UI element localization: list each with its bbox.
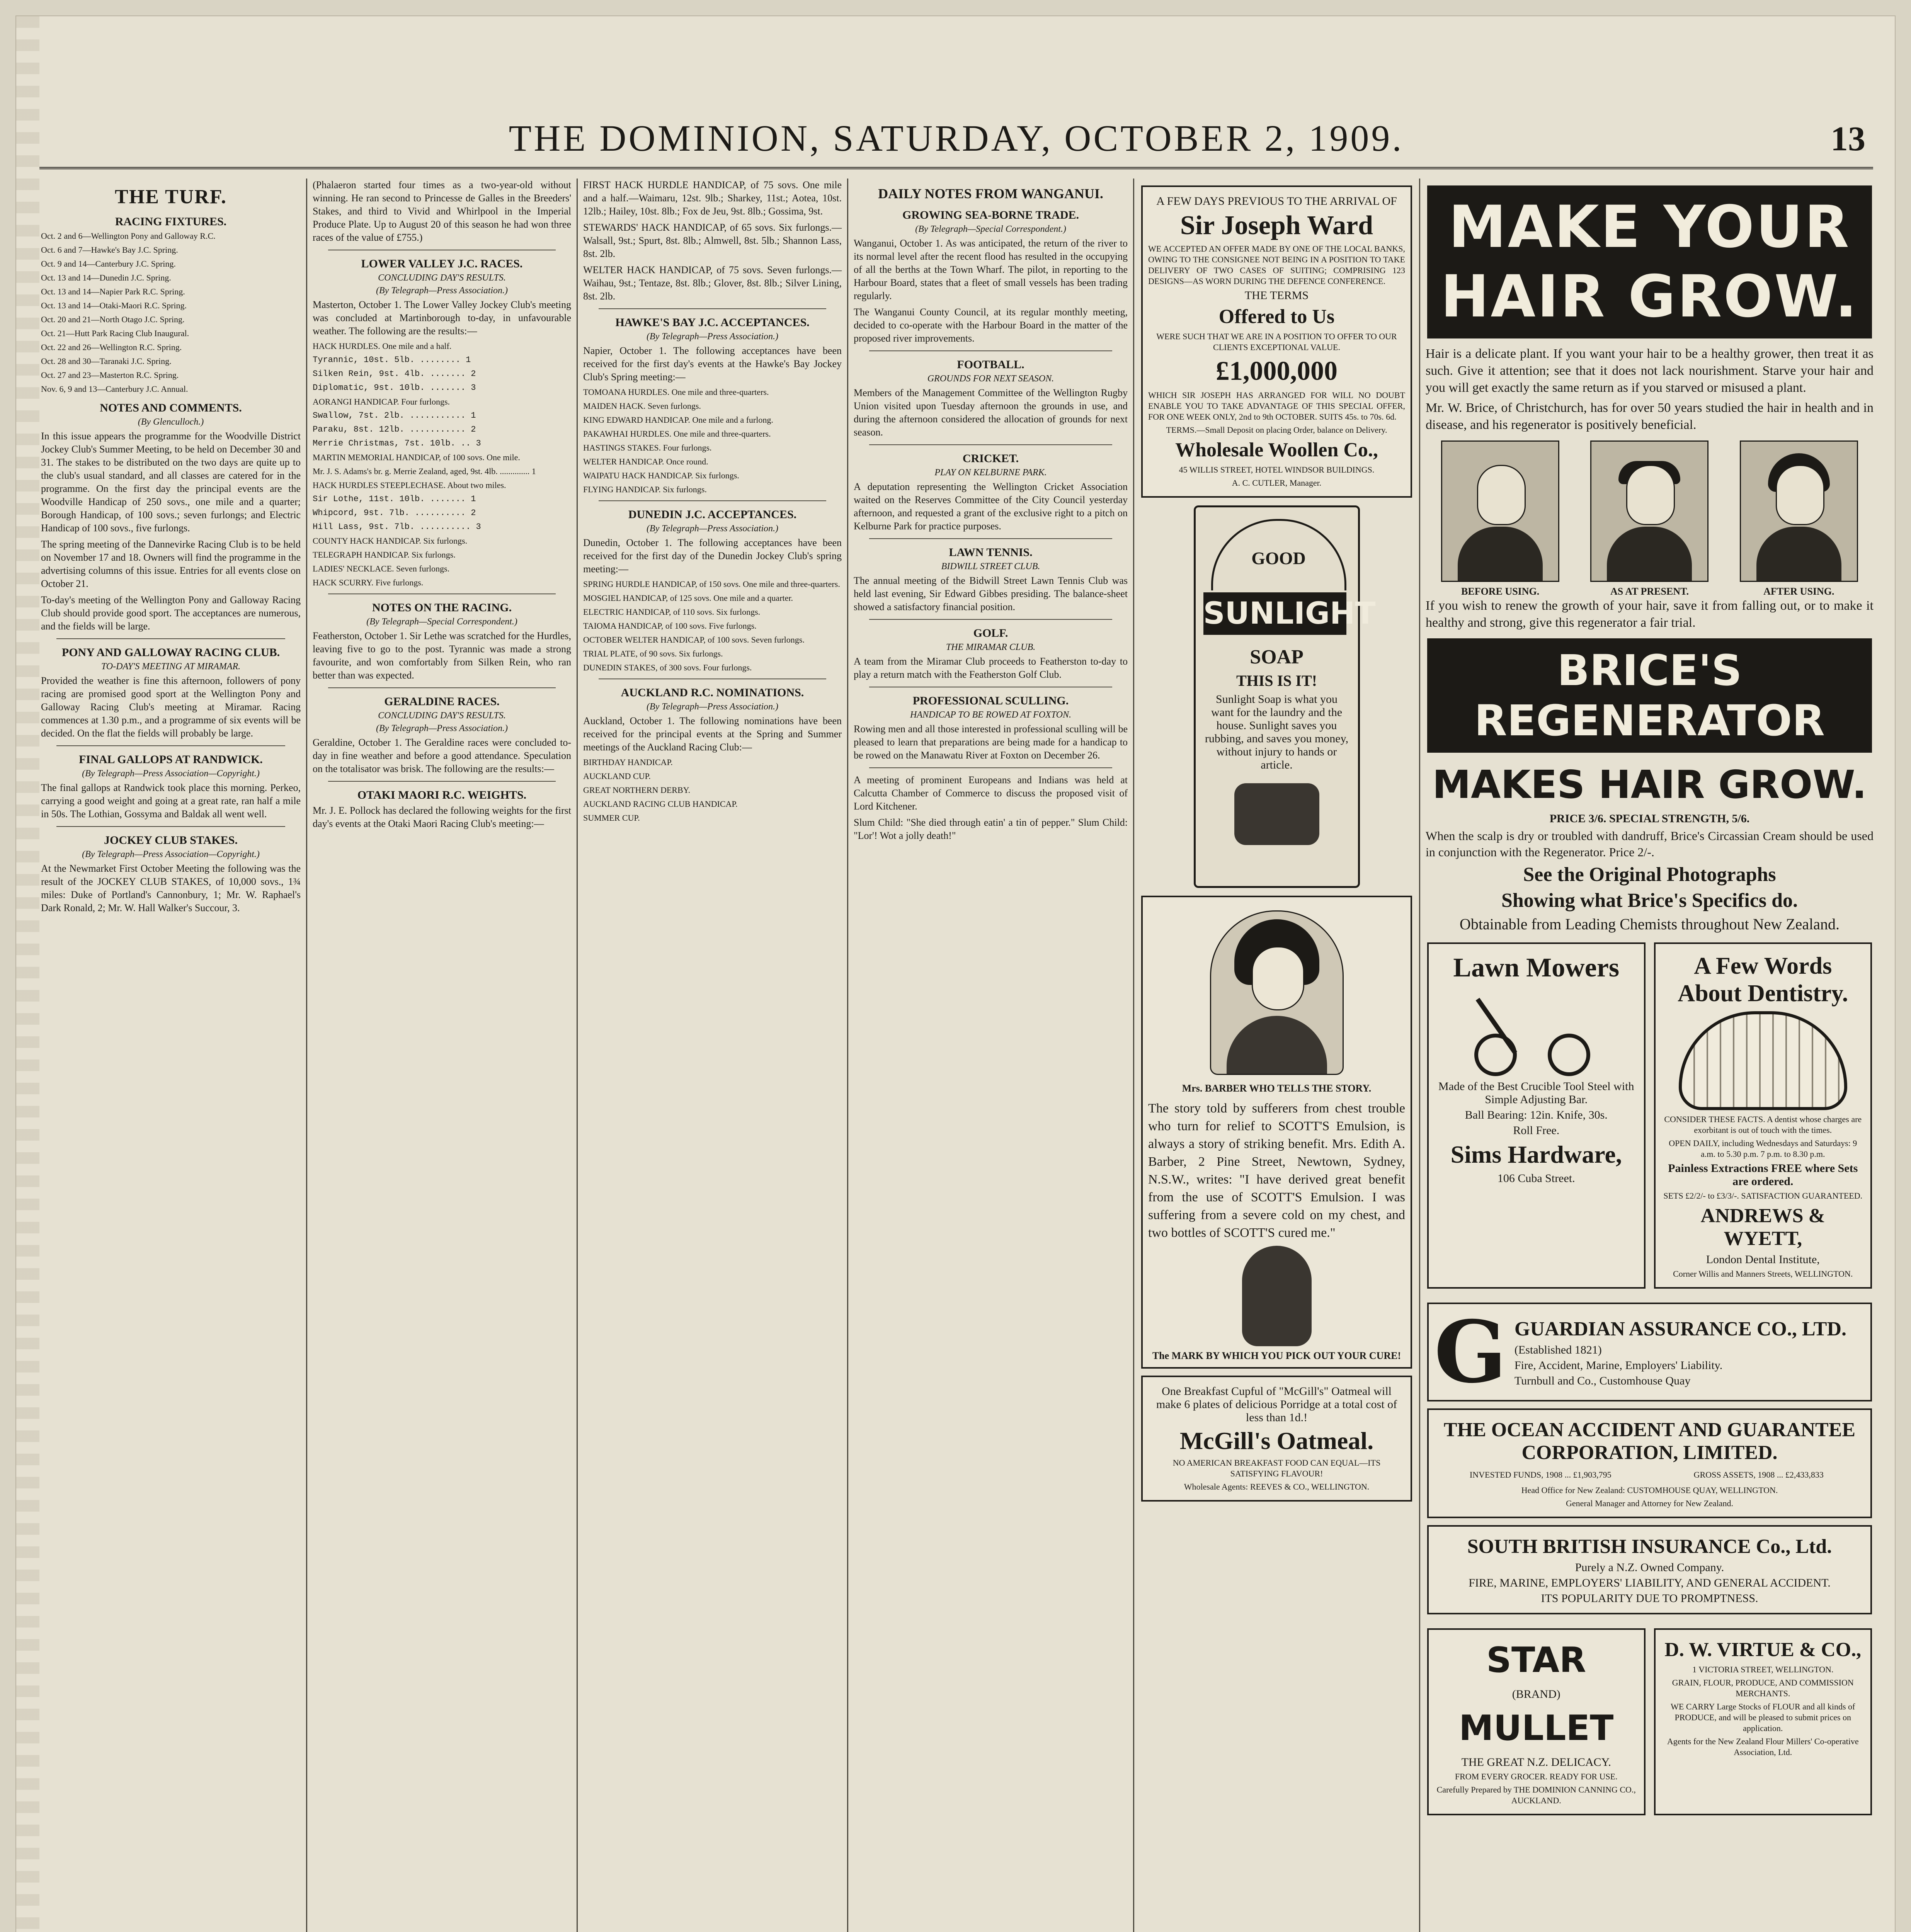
article-paragraph: Auckland, October 1. The following nominations have been received for the principal events at the Spring and Summer meetings of the Auckland Racing Club:— <box>583 715 842 753</box>
race-result: Mr. J. S. Adams's br. g. Merrie Zealand, aged, 9st. 4lb. .............. 1 <box>313 466 536 476</box>
golf-subheading: THE MIRAMAR CLUB. <box>946 642 1036 652</box>
football-subheading: GROUNDS FOR NEXT SEASON. <box>927 374 1054 384</box>
race-result: LADIES' NECKLACE. Seven furlongs. <box>313 564 450 573</box>
jockey-club-heading: JOCKEY CLUB STAKES. <box>104 834 238 847</box>
mowers-title: Lawn Mowers <box>1453 953 1620 983</box>
racing-fixtures-heading: RACING FIXTURES. <box>115 215 227 228</box>
fixture-item: Oct. 20 and 21—North Otago J.C. Spring. <box>41 315 185 324</box>
golf-heading: GOLF. <box>973 627 1008 639</box>
article-paragraph: Geraldine, October 1. The Geraldine races were concluded to-day in fine weather and before a good attendance. Speculation on the totalisator was brisk. The following are the results:— <box>313 737 571 774</box>
ward-pre: A FEW DAYS PREVIOUS TO THE ARRIVAL OF <box>1156 195 1397 207</box>
race-entry: TRIAL PLATE, of 90 sovs. Six furlongs. <box>583 649 723 658</box>
article-paragraph: To-day's meeting of the Wellington Pony and Galloway Racing Club should provide good sport. The acceptances are numerous, and the fields will be large. <box>41 594 301 632</box>
lower-valley-source: (By Telegraph—Press Association.) <box>376 286 508 296</box>
dunedin-source: (By Telegraph—Press Association.) <box>646 524 779 534</box>
mowers-text: Made of the Best Crucible Tool Steel with Simple Adjusting Bar. <box>1438 1080 1634 1106</box>
football-heading: FOOTBALL. <box>957 358 1024 371</box>
ocean-title: THE OCEAN ACCIDENT AND GUARANTEE CORPORATION, LIMITED. <box>1443 1419 1856 1464</box>
article-paragraph: Napier, October 1. The following acceptances have been received for the first day's events at the Hawke's Bay Jockey Club's Spring meeting:— <box>583 345 842 383</box>
race-entry: SUMMER CUP. <box>583 813 640 823</box>
ward-text: WE ACCEPTED AN OFFER MADE BY ONE OF THE LOCAL BANKS, OWING TO THE CONSIGNEE NOT BEING IN A POSITION TO TAKE DELIVERY OF TWO CASES OF SUITING; COMPRISING 123 DESIGNS—AS WORN DURING THE DEFENCE CONFERENCE. <box>1148 244 1405 286</box>
article-paragraph: Featherston, October 1. Sir Lethe was scratched for the Hurdles, leaving five to go to the post. Tyrannic was made a strong favourite, and won comfortably from Silken Rein, who ran better than was expected. <box>313 630 571 681</box>
south-british-advert <box>1427 1525 1872 1614</box>
race-result: Paraku, 8st. 12lb. ........... 2 <box>313 425 476 434</box>
race-result: Swallow, 7st. 2lb. ........... 1 <box>313 411 476 420</box>
ocean-assets: GROSS ASSETS, 1908 ... £2,433,833 <box>1693 1470 1824 1480</box>
masthead <box>39 113 1873 169</box>
virtue-text: GRAIN, FLOUR, PRODUCE, AND COMMISSION MERCHANTS. <box>1672 1678 1854 1698</box>
soap-text: Sunlight Soap is what you want for the laundry and the house. Sunlight saves you rubbing, and saves you money, without injury to hands or article. <box>1205 693 1349 771</box>
geraldine-source: (By Telegraph—Press Association.) <box>376 723 508 733</box>
column-adverts <box>1133 179 1419 1932</box>
ocean-text: General Manager and Attorney for New Zealand. <box>1566 1498 1734 1508</box>
dentistry-text: OPEN DAILY, including Wednesdays and Saturdays: 9 a.m. to 5.30 p.m. 7 p.m. to 8.30 p.m. <box>1669 1138 1857 1159</box>
ocean-funds: INVESTED FUNDS, 1908 ... £1,903,795 <box>1469 1470 1612 1480</box>
race-result: Tyrannic, 10st. 5lb. ........ 1 <box>313 355 471 365</box>
portrait-image <box>1441 440 1559 582</box>
scotts-caption: Mrs. BARBER WHO TELLS THE STORY. <box>1182 1083 1372 1094</box>
auckland-source: (By Telegraph—Press Association.) <box>646 702 779 712</box>
oatmeal-advert <box>1141 1376 1412 1502</box>
wanganui-heading: DAILY NOTES FROM WANGANUI. <box>878 186 1103 201</box>
article-paragraph: A meeting of prominent Europeans and Indians was held at Calcutta Chamber of Commerce to discuss the proposed visit of Lord Kitchener. <box>854 774 1128 812</box>
fixture-item: Oct. 22 and 26—Wellington R.C. Spring. <box>41 342 182 352</box>
brice-regenerator-title: BRICE'S REGENERATOR <box>1474 646 1825 745</box>
fixture-item: Oct. 13 and 14—Napier Park R.C. Spring. <box>41 287 185 296</box>
soap-word: SOAP <box>1250 646 1303 668</box>
race-result: TELEGRAPH HANDICAP. Six furlongs. <box>313 550 456 560</box>
turf-heading: THE TURF. <box>115 186 227 208</box>
divider <box>869 444 1112 445</box>
portrait-caption: AFTER USING. <box>1763 586 1834 597</box>
portrait-before <box>1433 437 1568 597</box>
byline: (By Glenculloch.) <box>138 417 204 427</box>
cricket-heading: CRICKET. <box>962 452 1019 465</box>
column-racing-results <box>306 179 577 1932</box>
divider <box>56 826 285 827</box>
race-result: Whipcord, 9st. 7lb. .......... 2 <box>313 508 476 518</box>
fixture-item: Oct. 13 and 14—Dunedin J.C. Spring. <box>41 273 171 282</box>
randwick-source: (By Telegraph—Press Association—Copyright.) <box>82 769 260 779</box>
portrait-caption: BEFORE USING. <box>1461 586 1540 597</box>
fixture-item: Oct. 6 and 7—Hawke's Bay J.C. Spring. <box>41 245 178 255</box>
article-paragraph: The annual meeting of the Bidwill Street Lawn Tennis Club was held last evening, Sir Edward Gibbes presiding. The balance-sheet showed a satisfactory financial position. <box>854 575 1128 612</box>
ward-text: WERE SUCH THAT WE ARE IN A POSITION TO OFFER TO OUR CLIENTS EXCEPTIONAL VALUE. <box>1156 332 1397 352</box>
divider <box>328 687 556 688</box>
notes-racing-source: (By Telegraph—Special Correspondent.) <box>366 617 517 627</box>
guardian-title: GUARDIAN ASSURANCE CO., LTD. <box>1514 1318 1847 1340</box>
fixture-item: Oct. 13 and 14—Otaki-Maori R.C. Spring. <box>41 301 187 310</box>
article-paragraph: Dunedin, October 1. The following acceptances have been received for the first day of the Dunedin Jockey Club's spring meeting:— <box>583 537 842 575</box>
article-paragraph: Wanganui, October 1. As was anticipated, the return of the river to its normal level after the recent flood has resulted in the occupying of all the berths at the Town Wharf. The pilot, in reporting to the Harbour Board, states that a fleet of small vessels has been trading regularly. <box>854 238 1128 301</box>
race-result: MARTIN MEMORIAL HANDICAP, of 100 sovs. One mile. <box>313 452 520 462</box>
makes-hair-grow: MAKES HAIR GROW. <box>1432 762 1867 807</box>
guardian-g-letter: G <box>1434 1302 1507 1402</box>
race-entry: TOMOANA HURDLES. One mile and three-quarters. <box>583 387 769 397</box>
oatmeal-name: McGill's Oatmeal. <box>1179 1427 1374 1454</box>
ward-manager: A. C. CUTLER, Manager. <box>1232 478 1322 488</box>
article-paragraph: A team from the Miramar Club proceeds to Featherston to-day to play a return match with the Featherston Golf Club. <box>854 656 1128 680</box>
hair-headline: MAKE YOUR HAIR GROW. <box>1440 194 1859 330</box>
column-turf <box>36 179 306 1932</box>
brice-price: PRICE 3/6. SPECIAL STRENGTH, 5/6. <box>1549 812 1750 825</box>
race-entry: FLYING HANDICAP. Six furlongs. <box>583 485 707 494</box>
divider <box>328 781 556 782</box>
sculling-heading: PROFESSIONAL SCULLING. <box>912 694 1069 707</box>
mullet-text: THE GREAT N.Z. DELICACY. <box>1461 1756 1611 1769</box>
article-paragraph: The spring meeting of the Dannevirke Racing Club is to be held on November 17 and 18. Owners will find the programme in the advertising columns of this issue. Entries for all events close on October 21. <box>41 539 301 589</box>
race-entry: GREAT NORTHERN DERBY. <box>583 785 691 795</box>
race-result: AORANGI HANDICAP. Four furlongs. <box>313 397 450 406</box>
article-paragraph: Rowing men and all those interested in professional sculling will be pleased to learn that preparations are being made for a handicap to be rowed on the Manawatu River at Foxton on December 26. <box>854 723 1128 761</box>
mowers-text: Ball Bearing: 12in. Knife, 30s. <box>1465 1109 1608 1121</box>
mowers-text: Roll Free. <box>1513 1124 1560 1137</box>
jockey-club-source: (By Telegraph—Press Association—Copyright.) <box>82 849 260 859</box>
article-paragraph: The Wanganui County Council, at its regular monthly meeting, decided to co-operate with the Harbour Board in the matter of the proposed river improvements. <box>854 306 1128 344</box>
south-british-title: SOUTH BRITISH INSURANCE Co., Ltd. <box>1467 1536 1832 1558</box>
portrait-present <box>1582 437 1717 597</box>
ward-amount: £1,000,000 <box>1216 356 1338 386</box>
dentistry-text: SETS £2/2/- to £3/3/-. SATISFACTION GUARANTEED. <box>1663 1191 1863 1201</box>
divider <box>599 500 826 501</box>
otaki-heading: OTAKI MAORI R.C. WEIGHTS. <box>357 789 527 801</box>
divider <box>869 767 1112 768</box>
ward-address: 45 WILLIS STREET, HOTEL WINDSOR BUILDINGS. <box>1179 465 1375 474</box>
divider <box>56 745 285 746</box>
masthead-title: THE DOMINION, SATURDAY, OCTOBER 2, 1909. <box>509 117 1404 159</box>
sculling-subheading: HANDICAP TO BE ROWED AT FOXTON. <box>910 710 1071 720</box>
sims-address: 106 Cuba Street. <box>1497 1172 1575 1185</box>
geraldine-subheading: CONCLUDING DAY'S RESULTS. <box>378 711 506 721</box>
race-entry: HASTINGS STAKES. Four furlongs. <box>583 443 712 452</box>
virtue-title: D. W. VIRTUE & CO., <box>1664 1639 1862 1661</box>
mowers-dentistry-row <box>1426 935 1874 1296</box>
sims-hardware: Sims Hardware, <box>1450 1141 1622 1168</box>
race-entry: PAKAWHAI HURDLES. One mile and three-quarters. <box>583 429 771 439</box>
hair-text: Mr. W. Brice, of Christchurch, has for over 50 years studied the hair in health and in disease, and his regenerator is positively beneficial. <box>1426 401 1874 432</box>
sea-trade-heading: GROWING SEA-BORNE TRADE. <box>902 209 1079 221</box>
virtue-text: WE CARRY Large Stocks of FLOUR and all kinds of PRODUCE, and will be pleased to submit prices on application. <box>1671 1702 1855 1733</box>
cricket-subheading: PLAY ON KELBURNE PARK. <box>934 468 1047 478</box>
obtainable: Obtainable from Leading Chemists throughout New Zealand. <box>1459 915 1840 933</box>
fixture-item: Oct. 21—Hutt Park Racing Club Inaugural. <box>41 328 189 338</box>
lower-valley-subheading: CONCLUDING DAY'S RESULTS. <box>378 273 506 283</box>
article-paragraph: The final gallops at Randwick took place this morning. Perkeo, carrying a good weight and going at a great rate, ran half a mile in 50s. The Lothian, Gossyma and Baldak all went well. <box>41 782 301 820</box>
race-result: HACK HURDLES. One mile and a half. <box>313 341 452 351</box>
ocean-figures <box>1434 1467 1865 1483</box>
portrait-after <box>1731 437 1867 597</box>
fixture-item: Oct. 28 and 30—Taranaki J.C. Spring. <box>41 356 172 366</box>
fixture-item: Nov. 6, 9 and 13—Canterbury J.C. Annual. <box>41 384 188 394</box>
divider <box>599 308 826 309</box>
article-paragraph: Masterton, October 1. The Lower Valley Jockey Club's meeting was concluded at Martinborough to-day, in unfavourable weather. The following are the results:— <box>313 299 571 337</box>
pony-club-subheading: TO-DAY'S MEETING AT MIRAMAR. <box>101 662 241 672</box>
race-entry: OCTOBER WELTER HANDICAP, of 100 sovs. Seven furlongs. <box>583 635 805 645</box>
mullet-text: Carefully Prepared by THE DOMINION CANNING CO., AUCKLAND. <box>1436 1785 1636 1805</box>
soap-arch <box>1211 519 1346 590</box>
divider <box>869 350 1112 351</box>
soap-bar-illustration <box>1234 783 1319 845</box>
dentistry-text: Painless Extractions FREE where Sets are ordered. <box>1668 1162 1858 1188</box>
race-result: HACK SCURRY. Five furlongs. <box>313 578 424 587</box>
ward-terms: THE TERMS <box>1244 289 1309 302</box>
oatmeal-agents: Wholesale Agents: REEVES & CO., WELLINGTON. <box>1184 1482 1370 1492</box>
column-daily-notes <box>847 179 1133 1932</box>
portrait-caption: AS AT PRESENT. <box>1610 586 1689 597</box>
fixture-item: Oct. 27 and 23—Masterton R.C. Spring. <box>41 370 179 380</box>
article-paragraph: A deputation representing the Wellington Cricket Association waited on the Reserves Committee of the City Council yesterday afternoon, and requested a grant of the exclusive right to a pitch on Kelburne Park for practice purposes. <box>854 481 1128 532</box>
mullet-brand: (BRAND) <box>1512 1688 1560 1701</box>
fixture-item: Oct. 2 and 6—Wellington Pony and Galloway R.C. <box>41 231 216 241</box>
article-paragraph: Slum Child: "She died through eatin' a tin of pepper." Slum Child: "Lor'! Wot a jolly death!" <box>854 817 1128 841</box>
portrait-illustration <box>1210 910 1344 1075</box>
portrait-image <box>1740 440 1858 582</box>
scotts-emulsion-advert <box>1141 896 1412 1369</box>
brice-regenerator-banner <box>1427 638 1872 753</box>
notes-heading: NOTES AND COMMENTS. <box>100 401 242 414</box>
showing-specifics: Showing what Brice's Specifics do. <box>1501 889 1798 912</box>
dentistry-text: CONSIDER THESE FACTS. A dentist whose charges are exorbitant is out of touch with the times. <box>1664 1114 1862 1135</box>
ocean-text: Head Office for New Zealand: CUSTOMHOUSE QUAY, WELLINGTON. <box>1521 1485 1778 1495</box>
ward-text: WHICH SIR JOSEPH HAS ARRANGED FOR WILL NO DOUBT ENABLE YOU TO TAKE ADVANTAGE OF THIS SPECIAL OFFER, FOR ONE WEEK ONLY, 2nd to 9th OCTOBER. SUITS 45s. to 70s. 6d. <box>1148 390 1405 422</box>
ward-advert <box>1141 185 1412 498</box>
hawkes-bay-heading: HAWKE'S BAY J.C. ACCEPTANCES. <box>615 316 810 329</box>
fish-trademark-icon <box>1242 1246 1312 1346</box>
mullet-name: MULLET <box>1459 1708 1614 1748</box>
sea-trade-source: (By Telegraph—Special Correspondent.) <box>915 224 1066 234</box>
portrait-face <box>1252 946 1304 1010</box>
mullet-virtue-row <box>1426 1621 1874 1822</box>
guardian-advert <box>1427 1303 1872 1401</box>
south-british-text: ITS POPULARITY DUE TO PROMPTNESS. <box>1541 1592 1758 1605</box>
portrait-dress <box>1227 1016 1327 1074</box>
race-entry: DUNEDIN STAKES, of 300 sovs. Four furlongs. <box>583 663 752 672</box>
article-paragraph: FIRST HACK HURDLE HANDICAP, of 75 sovs. One mile and a half.—Waimaru, 12st. 9lb.; Sharkey, 11st.; Aotea, 10st. 12lb.; Hailey, 10st. 8lb.; Fox de Jeu, 9st. 8lb.; Gossima, 9st. <box>583 179 842 217</box>
andrews-wyett: ANDREWS & WYETT, <box>1700 1205 1825 1250</box>
star-mullet-advert <box>1427 1628 1646 1815</box>
newspaper-page <box>15 15 1896 1932</box>
race-entry: AUCKLAND CUP. <box>583 771 651 781</box>
race-result: Merrie Christmas, 7st. 10lb. .. 3 <box>313 439 481 448</box>
article-paragraph: Members of the Management Committee of the Wellington Rugby Union visited upon Tuesday afternoon the grounds in use, and during the afternoon considered the allocation of grounds for next season. <box>854 387 1128 438</box>
dentures-icon <box>1679 1011 1847 1110</box>
race-entry: SPRING HURDLE HANDICAP, of 150 sovs. One mile and three-quarters. <box>583 579 840 589</box>
auckland-heading: AUCKLAND R.C. NOMINATIONS. <box>621 686 804 699</box>
lower-valley-heading: LOWER VALLEY J.C. RACES. <box>361 257 523 270</box>
article-paragraph: (Phalaeron started four times as a two-year-old without winning. He ran second to Princesse de Galles in the Breeders' Stakes, and third to Vivid and Whirlpool in the Imperial Produce Plate. Up to August 20 of this season he had won three races of the value of £755.) <box>313 179 571 243</box>
lawn-mower-icon <box>1467 987 1606 1076</box>
soap-brand: SUNLIGHT <box>1203 592 1346 635</box>
soap-body <box>1203 643 1350 849</box>
virtue-advert <box>1654 1628 1872 1815</box>
soap-good: GOOD <box>1251 548 1306 568</box>
guardian-est: (Established 1821) <box>1514 1343 1602 1356</box>
ward-text: TERMS.—Small Deposit on placing Order, balance on Delivery. <box>1166 425 1387 435</box>
race-result: HACK HURDLES STEEPLECHASE. About two miles. <box>313 480 506 490</box>
sunlight-soap-advert <box>1194 505 1376 888</box>
south-british-text: FIRE, MARINE, EMPLOYERS' LIABILITY, AND GENERAL ACCIDENT. <box>1469 1577 1831 1589</box>
race-entry: WELTER HANDICAP. Once round. <box>583 457 708 466</box>
guardian-text: Fire, Accident, Marine, Employers' Liability. <box>1514 1359 1723 1372</box>
ocean-advert <box>1427 1408 1872 1518</box>
dentistry-institute: London Dental Institute, <box>1706 1253 1820 1266</box>
see-photographs: See the Original Photographs <box>1523 864 1776 886</box>
mullet-text: FROM EVERY GROCER. READY FOR USE. <box>1455 1772 1618 1781</box>
oatmeal-text: NO AMERICAN BREAKFAST FOOD CAN EQUAL—ITS SATISFYING FLAVOUR! <box>1172 1458 1381 1478</box>
column-acceptances <box>577 179 847 1932</box>
race-result: Silken Rein, 9st. 4lb. ....... 2 <box>313 369 476 379</box>
divider <box>869 619 1112 620</box>
geraldine-heading: GERALDINE RACES. <box>384 695 500 708</box>
ward-name: Sir Joseph Ward <box>1180 211 1373 240</box>
lawn-mowers-advert <box>1427 942 1646 1289</box>
mullet-star: STAR <box>1486 1640 1586 1680</box>
divider <box>869 538 1112 539</box>
article-paragraph: At the Newmarket First October Meeting the following was the result of the JOCKEY CLUB STAKES, of 10,000 sovs., 1¾ miles: Duke of Portland's Cannonbury, 1; Mr. W. Raphael's Dark Ronald, 2; Mr. W. Hall Walker's Succour, 3. <box>41 863 301 913</box>
ward-offered: Offered to Us <box>1218 306 1335 328</box>
guardian-agents: Turnbull and Co., Customhouse Quay <box>1514 1374 1691 1387</box>
race-entry: KING EDWARD HANDICAP. One mile and a furlong. <box>583 415 773 425</box>
scotts-mark: The MARK BY WHICH YOU PICK OUT YOUR CURE! <box>1152 1350 1401 1361</box>
hawkes-bay-source: (By Telegraph—Press Association.) <box>646 332 779 342</box>
dentistry-address: Corner Willis and Manners Streets, WELLINGTON. <box>1673 1269 1853 1279</box>
hair-text: Hair is a delicate plant. If you want your hair to be a healthy grower, then treat it as such. Give it attention; see that it does not lack nourishment. Starve your hair and you will get exactly the same return as if you starved or misused a plant. <box>1426 347 1874 395</box>
divider <box>56 638 285 639</box>
race-result: Hill Lass, 9st. 7lb. .......... 3 <box>313 522 481 532</box>
race-result: COUNTY HACK HANDICAP. Six furlongs. <box>313 536 468 546</box>
tennis-heading: LAWN TENNIS. <box>949 546 1033 559</box>
dentistry-advert <box>1654 942 1872 1289</box>
soap-tag: THIS IS IT! <box>1236 672 1317 689</box>
race-entry: TAIOMA HANDICAP, of 100 sovs. Five furlongs. <box>583 621 757 631</box>
pony-club-heading: PONY AND GALLOWAY RACING CLUB. <box>61 646 280 659</box>
page-number: 13 <box>1831 120 1865 158</box>
article-paragraph: STEWARDS' HACK HANDICAP, of 65 sovs. Six furlongs.—Walsall, 9st.; Spurt, 8st. 8lb.; Almwell, 8st. 5lb.; Shannon Lass, 8st. 2lb. <box>583 222 842 259</box>
notes-racing-heading: NOTES ON THE RACING. <box>372 601 512 614</box>
race-entry: MAIDEN HACK. Seven furlongs. <box>583 401 701 411</box>
hair-text: When the scalp is dry or troubled with dandruff, Brice's Circassian Cream should be used in conjunction with the Regenerator. Price 2/-. <box>1426 829 1874 859</box>
race-result: Sir Lothe, 11st. 10lb. ....... 1 <box>313 494 476 504</box>
race-result: Diplomatic, 9st. 10lb. ....... 3 <box>313 383 476 393</box>
race-entry: BIRTHDAY HANDICAP. <box>583 757 673 767</box>
fixtures-list <box>41 231 301 395</box>
dunedin-heading: DUNEDIN J.C. ACCEPTANCES. <box>628 508 797 521</box>
column-display-adverts <box>1419 179 1879 1932</box>
article-paragraph: WELTER HACK HANDICAP, of 75 sovs. Seven furlongs.—Waihau, 9st.; Tentaze, 8st. 8lb.; Glover, 8st. 8lb.; Silver Lining, 8st. 2lb. <box>583 264 842 302</box>
oatmeal-text: One Breakfast Cupful of "McGill's" Oatmeal will make 6 plates of delicious Porridge at a total cost of less than 1d.! <box>1156 1385 1397 1424</box>
ward-shop: Wholesale Woollen Co., <box>1175 439 1378 461</box>
article-paragraph: In this issue appears the programme for the Woodville District Jockey Club's Summer Meeting, to be held on December 30 and 31. The stakes to be distributed on the two days are quite up to the club's usual standard, and all classes are catered for in the programme. On the first day the principal events are the Woodville Handicap of 250 sovs., one mile and a quarter; Borough Handicap, of 100 sovs.; seven furlongs; and Electric Handicap of 100 sovs., five furlongs. <box>41 430 301 534</box>
tennis-subheading: BIDWILL STREET CLUB. <box>941 561 1040 571</box>
virtue-text: Agents for the New Zealand Flour Millers' Co-operative Association, Ltd. <box>1667 1736 1859 1757</box>
dentistry-title: A Few Words About Dentistry. <box>1678 953 1848 1007</box>
race-entry: MOSGIEL HANDICAP, of 125 sovs. One mile and a quarter. <box>583 593 793 603</box>
hair-portraits <box>1426 437 1874 597</box>
scotts-text: The story told by sufferers from chest trouble who turn for relief to SCOTT'S Emulsion, is always a story of striking benefit. Mrs. Edith A. Barber, 2 Pine Street, Newtown, Sydney, N.S.W., writes: "I have derived great benefit from the use of SCOTT'S Emulsion. I was suffering from a severe cold on my chest, and two bottles of SCOTT'S cured me." <box>1148 1101 1405 1240</box>
race-entry: ELECTRIC HANDICAP, of 110 sovs. Six furlongs. <box>583 607 761 617</box>
hair-headline-banner <box>1427 185 1872 338</box>
south-british-text: Purely a N.Z. Owned Company. <box>1575 1561 1724 1574</box>
hair-text: If you wish to renew the growth of your hair, save it from falling out, or to make it healthy and strong, give this regenerator a fair trial. <box>1426 599 1874 630</box>
race-entry: WAIPATU HACK HANDICAP. Six furlongs. <box>583 471 739 480</box>
randwick-heading: FINAL GALLOPS AT RANDWICK. <box>79 753 263 766</box>
fixture-item: Oct. 9 and 14—Canterbury J.C. Spring. <box>41 259 176 269</box>
race-entry: AUCKLAND RACING CLUB HANDICAP. <box>583 799 738 809</box>
virtue-address: 1 VICTORIA STREET, WELLINGTON. <box>1692 1665 1834 1674</box>
article-paragraph: Mr. J. E. Pollock has declared the following weights for the first day's events at the Otaki Maori Racing Club's meeting:— <box>313 805 571 829</box>
article-paragraph: Provided the weather is fine this afternoon, followers of pony racing are promised good sport at the Wellington Pony and Galloway Racing Club's meeting at Miramar. Racing commences at 1.30 p.m., and a programme of six events will be decided. On the flat the fields will probably be large. <box>41 675 301 739</box>
guardian-body <box>1515 1315 1846 1390</box>
portrait-image <box>1590 440 1708 582</box>
